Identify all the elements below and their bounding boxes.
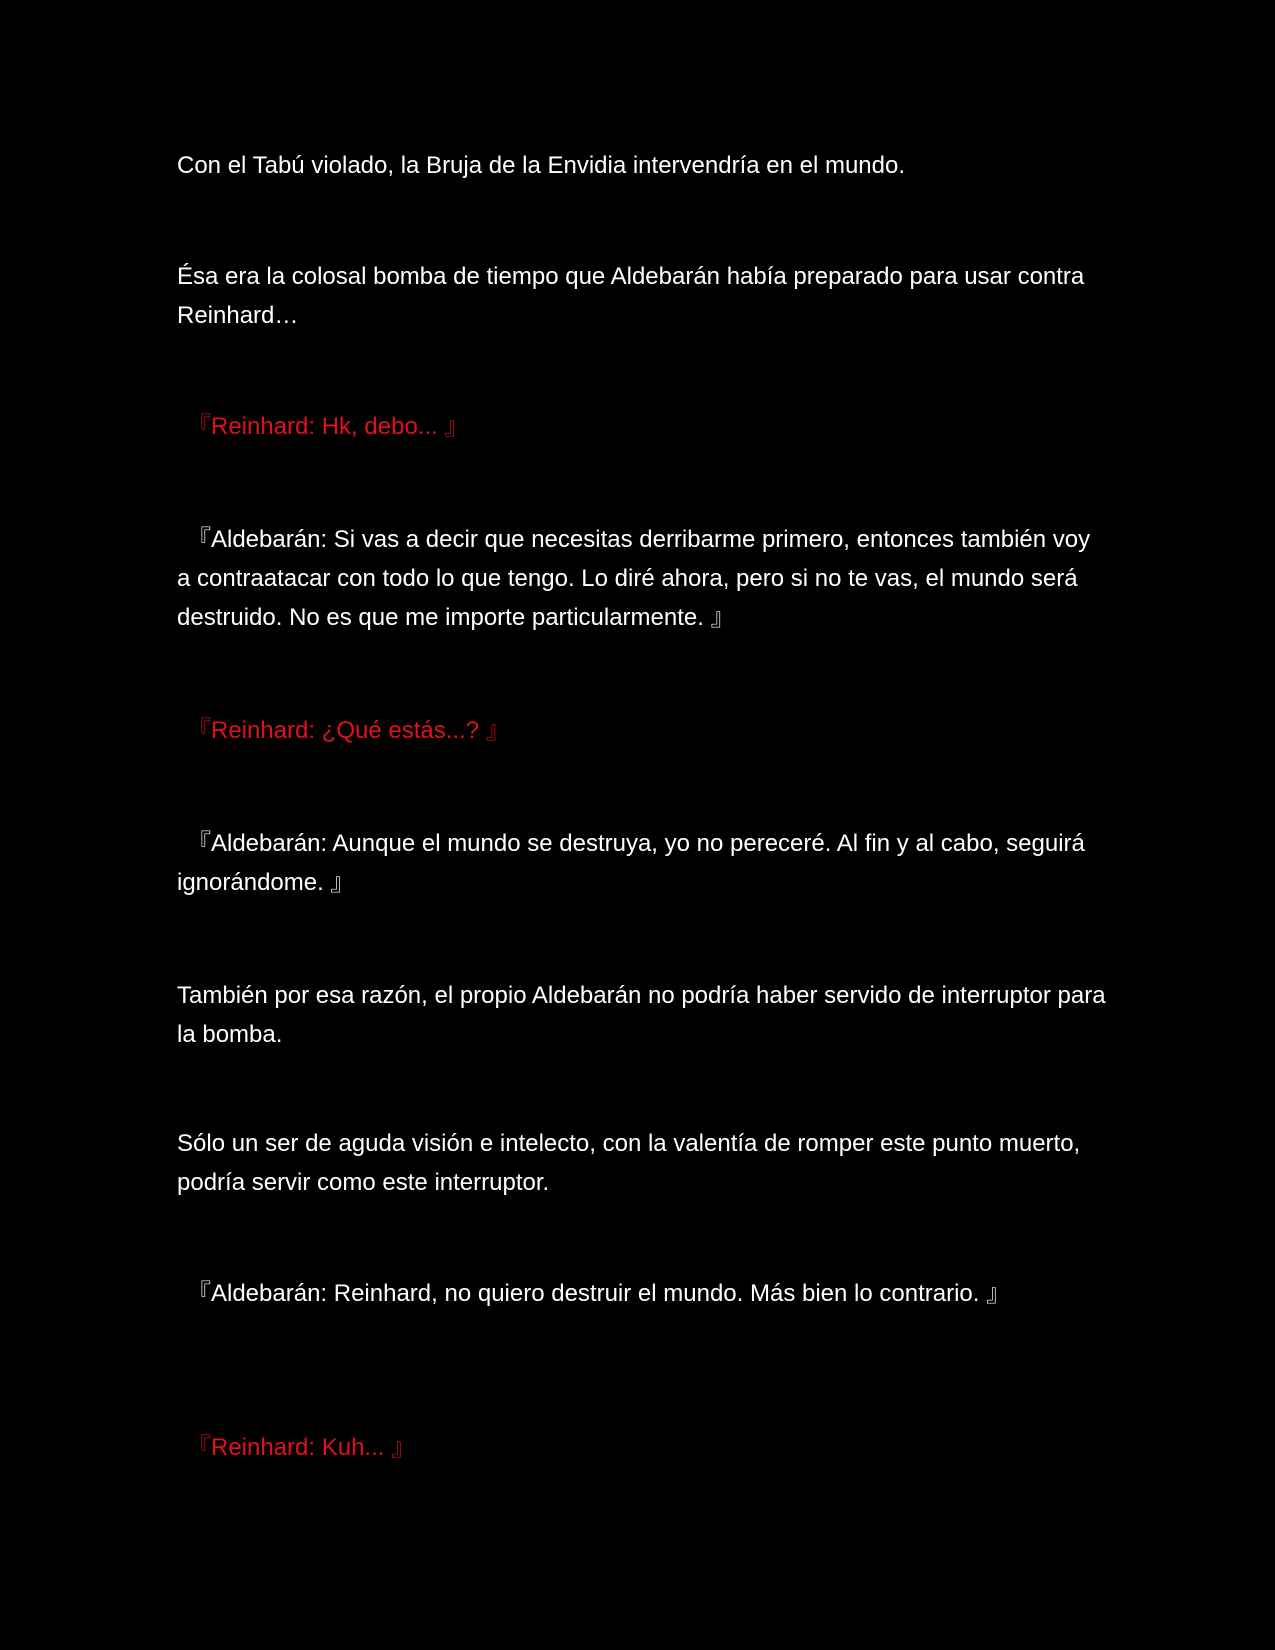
reinhard-dialogue: 『Reinhard: Hk, debo... 』	[187, 413, 469, 440]
reinhard-dialogue: 『Reinhard: ¿Qué estás...? 』	[187, 717, 510, 744]
narration-paragraph: Ésa era la colosal bomba de tiempo que Aldebarán había preparado para usar contra Reinhard…	[177, 263, 1085, 329]
reinhard-dialogue: 『Reinhard: Kuh... 』	[187, 1434, 416, 1461]
narration-paragraph: Sólo un ser de aguda visión e intelecto, con la valentía de romper este punto muerto, podría servir como este interruptor.	[177, 1130, 1081, 1196]
aldebaran-dialogue: 『Aldebarán: Reinhard, no quiero destruir el mundo. Más bien lo contrario. 』	[187, 1280, 1011, 1307]
narration-paragraph: También por esa razón, el propio Aldebarán no podría haber servido de interruptor para la bomba.	[177, 982, 1106, 1048]
narration-paragraph: Con el Tabú violado, la Bruja de la Envidia intervendría en el mundo.	[177, 152, 906, 179]
aldebaran-dialogue: 『Aldebarán: Aunque el mundo se destruya, yo no pereceré. Al fin y al cabo, seguirá ignorándome. 』	[177, 830, 1085, 896]
aldebaran-dialogue: 『Aldebarán: Si vas a decir que necesitas derribarme primero, entonces también voy a contraatacar con todo lo que tengo. Lo diré ahora, pero si no te vas, el mundo será destruido. No es que me importe particularmente. 』	[177, 526, 1091, 631]
